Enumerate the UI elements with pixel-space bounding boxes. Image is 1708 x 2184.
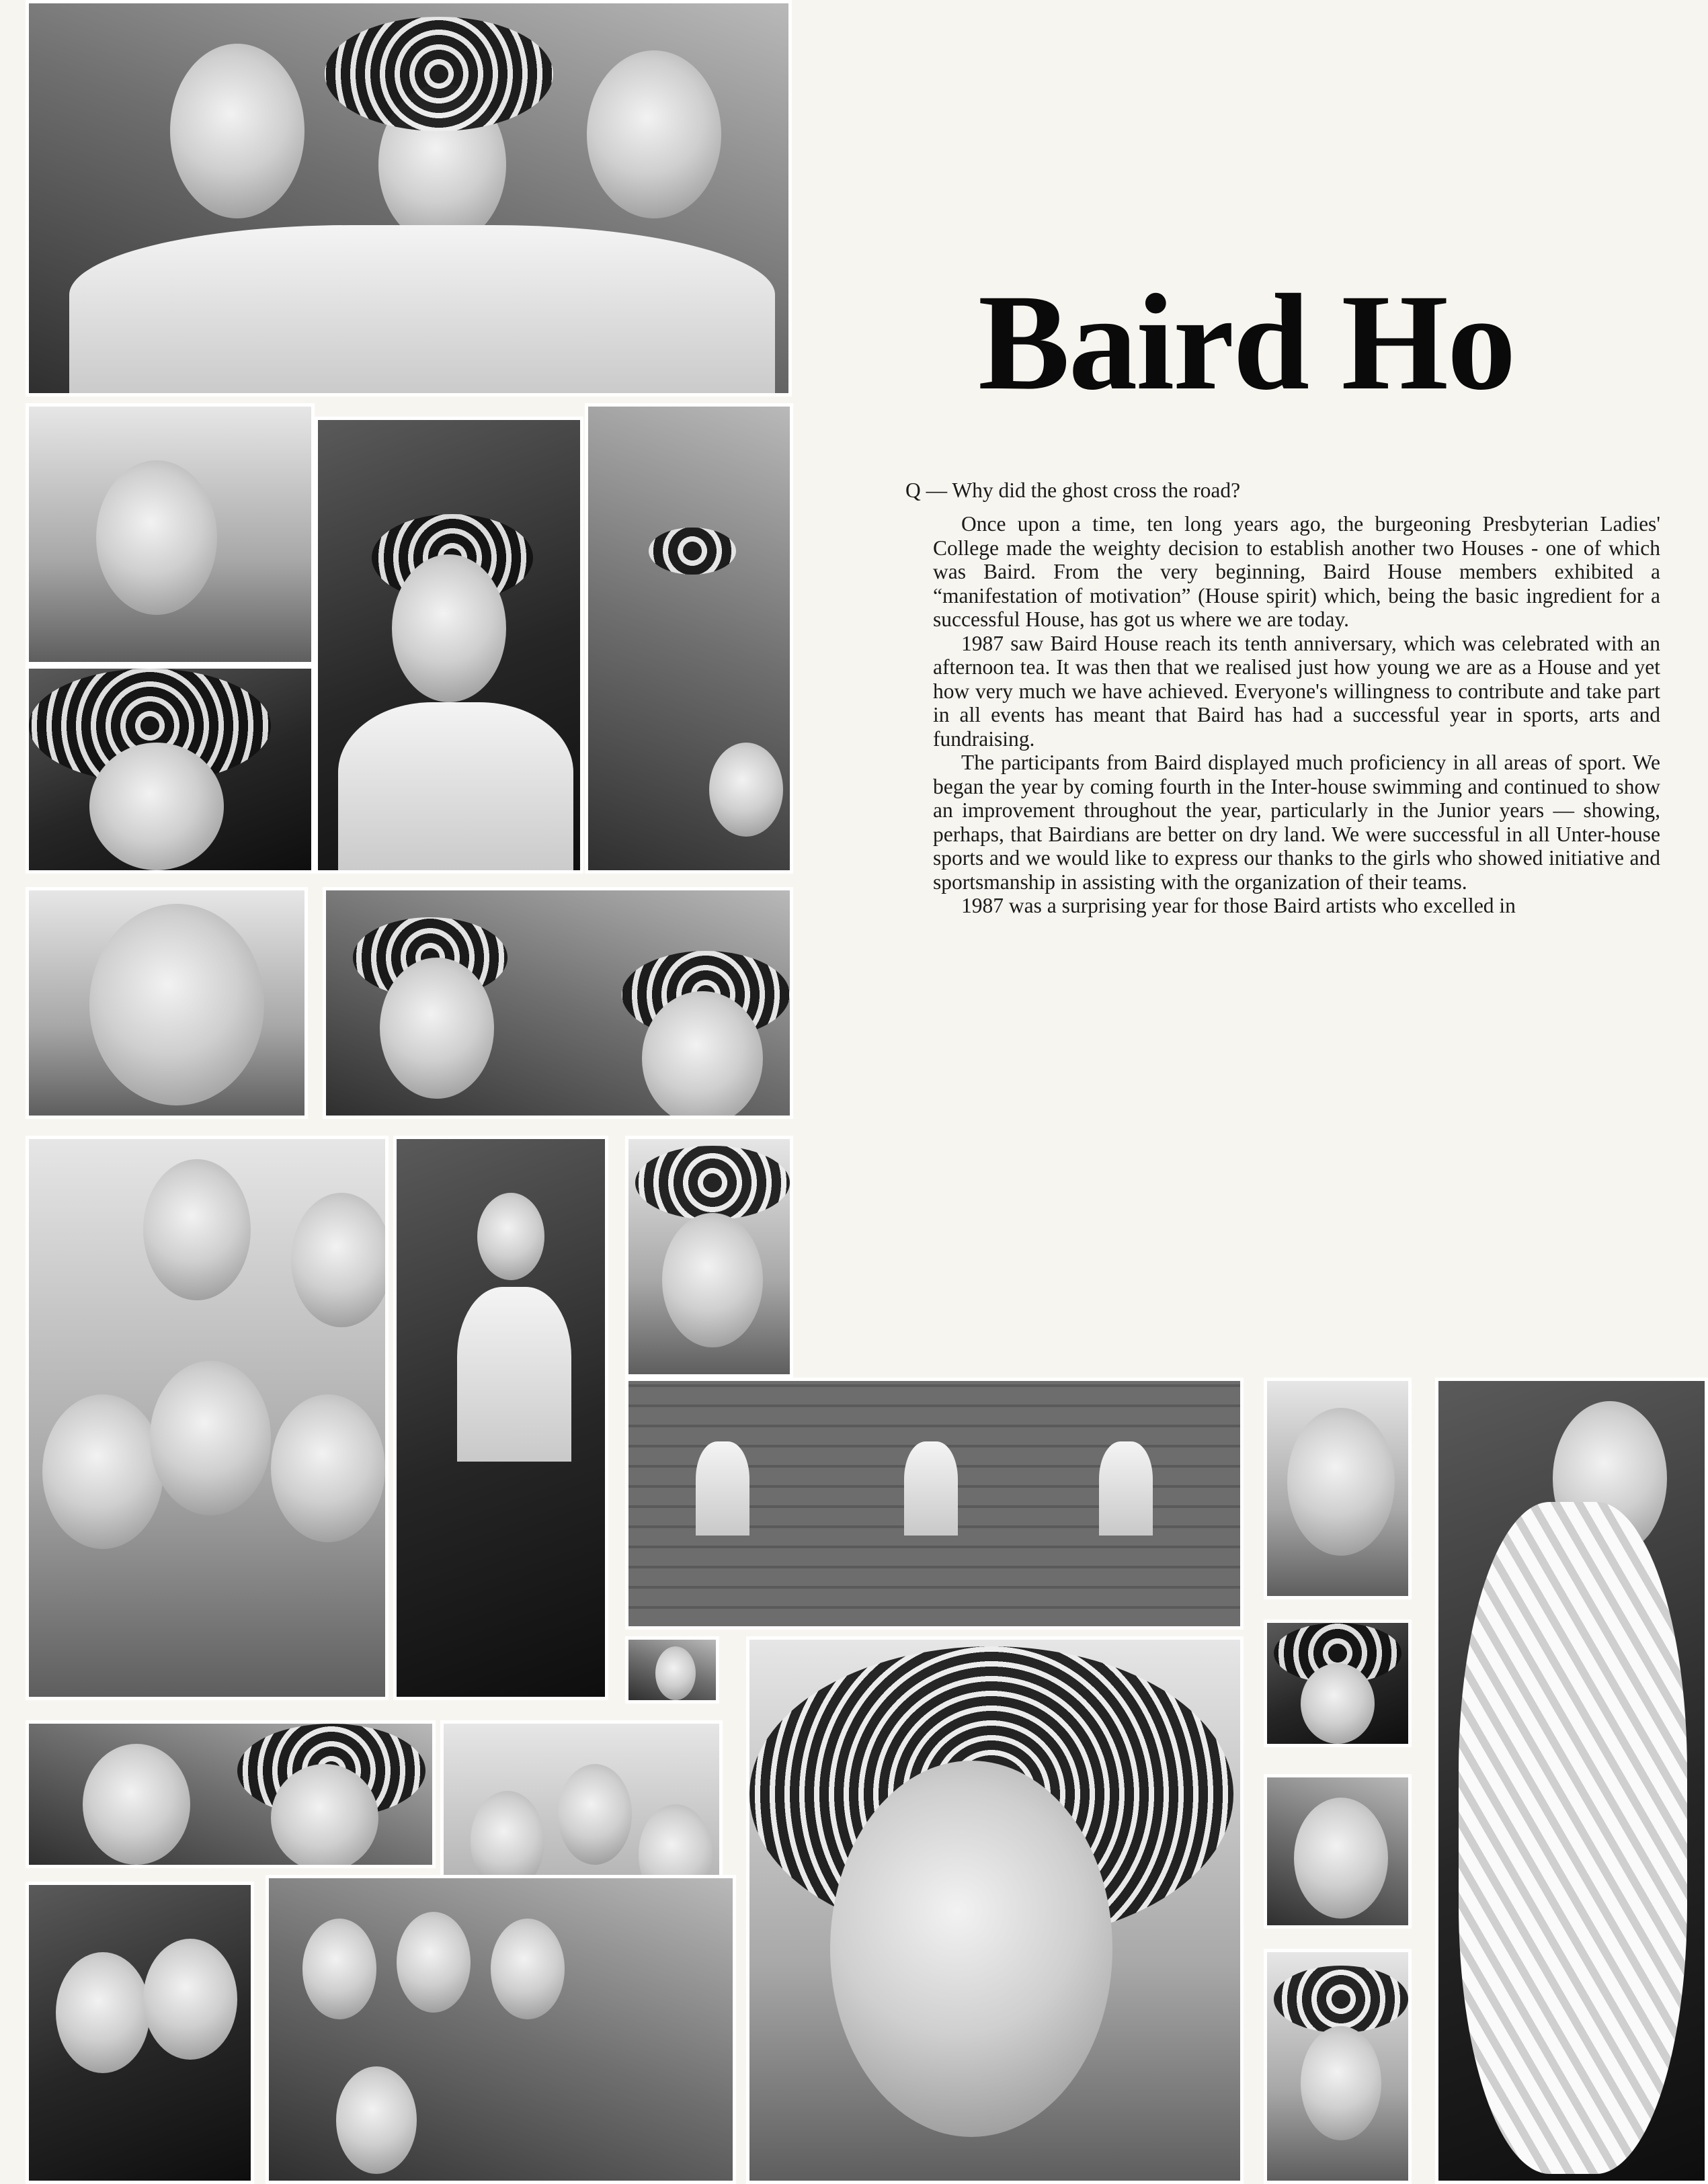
photo-walking-girl [393,1136,608,1700]
photo-two-hats [323,887,793,1119]
article-paragraph: 1987 saw Baird House reach its tenth anniversary, which was celebrated with an afternoon tea. It was then that we realised just how young we are as a House and yet how very much we have achieved. Everyone's willingness to contribute and take part in all events has meant that Baird has had a successful year in sports, arts and fundraising. [933,631,1660,751]
photo-small-glasses [625,1636,719,1704]
photo-feather-boa [1435,1378,1708,2184]
article-question: Q — Why did the ghost cross the road? [905,478,1241,502]
photo-hat-laughing [26,1720,436,1868]
photo-small-hat [1264,1620,1412,1747]
article-paragraph: Once upon a time, ten long years ago, the burgeoning Presbyterian Ladies' College made the weighty decision to establish another two Houses - one of which was Baird. From the very beginning, Baird House members exhibited a “manifestation of motivation” (House spirit) which, being the basic ingredient for a successful House, has got us where we are today. [933,512,1660,631]
article-paragraph: 1987 was a surprising year for those Baird artists who excelled in [961,894,1516,917]
photo-girls-sitting [26,403,315,665]
photo-blonde-girl [1264,1378,1412,1599]
photo-hat-glasses [26,665,315,874]
photo-singers-row [266,1875,736,2184]
photo-crowd-stands [585,403,793,874]
photo-group-smiling [26,1136,389,1700]
photo-side-profile [1264,1774,1412,1929]
article-body [933,512,1660,918]
photo-hat-girl [315,417,583,874]
photo-dance-gym [625,1378,1244,1630]
photo-drinking [26,887,308,1119]
photo-three-girls [26,0,792,396]
photo-glasses-boy [625,1136,793,1378]
photo-boater-girl [1264,1949,1412,2184]
page-title: Baird Ho [978,266,1515,419]
photo-hat-closeup [746,1636,1244,2184]
photo-two-girls-profile [26,1882,254,2184]
article-paragraph: The participants from Baird displayed much proficiency in all areas of sport. We began the year by coming fourth in the Inter-house swimming and continued to show an improvement throughout the year, particularly in the Junior years — showing, perhaps, that Bairdians are better on dry land. We were successful in all Unter-house sports and we would like to express our thanks to the girls who showed initiative and sportsmanship in assisting with the organization of their teams. [933,751,1660,894]
